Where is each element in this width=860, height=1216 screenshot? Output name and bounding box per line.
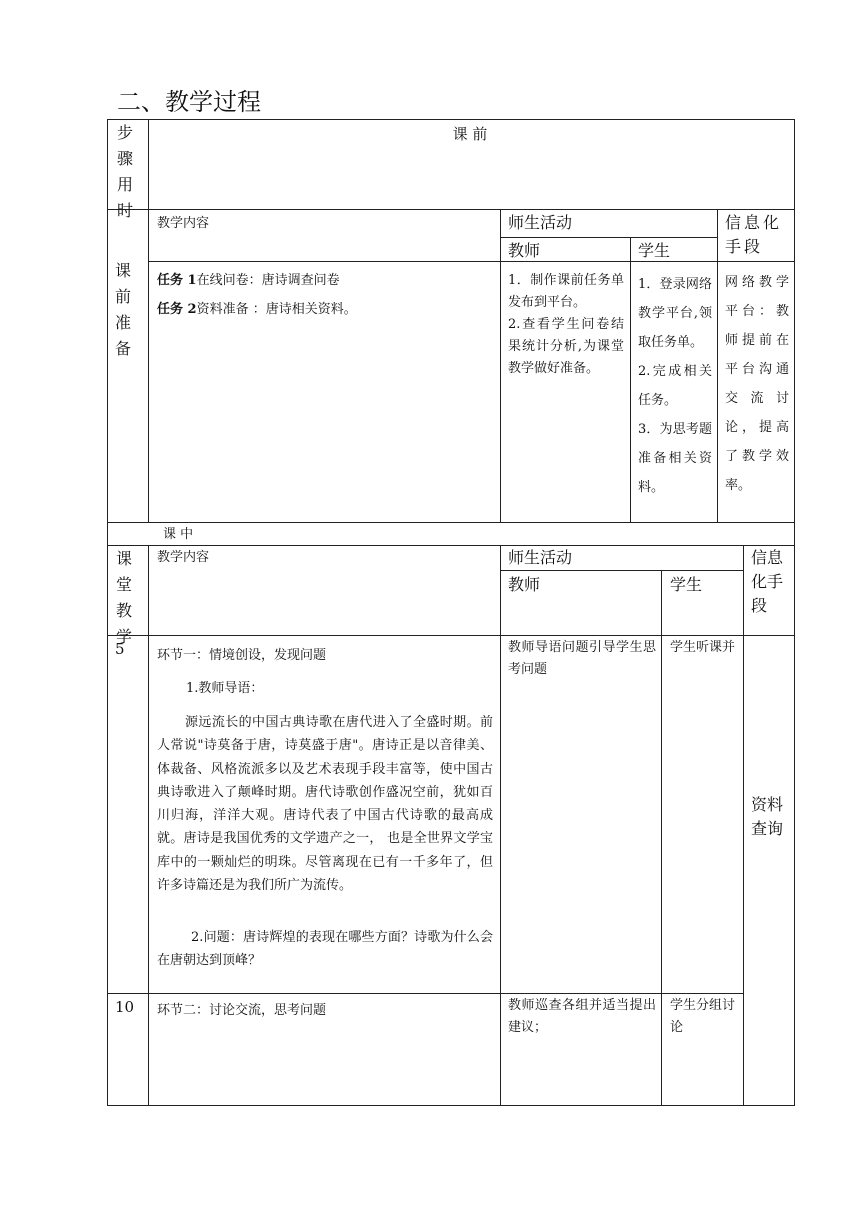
pre-student-header: 学生 — [638, 241, 671, 260]
pre-info-text: 网络教学平台：教师提前在平台沟通交流讨论，提高了教学效率。 — [725, 275, 789, 493]
section-title: 二、教学过程 — [117, 88, 261, 116]
row2-time: 10 — [115, 998, 135, 1016]
mid-activity-header: 师生活动 — [508, 548, 573, 567]
task1-text: 在线问卷：唐诗调查问卷 — [196, 273, 340, 288]
row2-title: 环节二：讨论交流，思考问题 — [157, 1003, 327, 1018]
pre-teacher-activity — [508, 270, 624, 380]
task2-text: 资料准备 ：唐诗相关资料。 — [196, 302, 357, 317]
pre-info-header: 信息化手段 — [725, 213, 783, 256]
task1 — [157, 270, 340, 292]
pre-student-item-2: 2.完成相关任务。 — [638, 364, 712, 408]
task2-label: 任务 2 — [157, 302, 197, 317]
mid-content-header: 教学内容 — [157, 550, 210, 565]
mid-teacher-header: 教师 — [508, 575, 541, 594]
row1-info: 资料查询 — [751, 795, 784, 838]
task1-label: 任务 1 — [157, 273, 197, 288]
row1-student-activity: 学生听课并 — [670, 640, 736, 655]
pre-teacher-item-1: 1．制作课前任务单发布到平台。 — [508, 273, 624, 310]
row1-paragraph: 源远流长的中国古典诗歌在唐代进入了全盛时期。前人常说"诗莫备于唐，诗莫盛于唐"。唐诗正是以音律美、体裁备、风格流派多以及艺术表现手段丰富等，使中国古典诗歌进入了颠峰时期。唐代诗歌创作盛况空前，犹如百川归海，洋洋大观。唐诗代表了中国古代诗歌的最高成就。唐诗是我国优秀的文学遗产之一， 也是全世界文学宝库中的一颗灿烂的明珠。尽管离现在已有一千多年了，但许多诗篇还是为我们所广为流传。 — [157, 715, 493, 894]
row1-title: 环节一：情境创设，发现问题 — [157, 648, 327, 663]
pre-teacher-item-2: 2.查看学生问卷结果统计分析,为课堂教学做好准备。 — [508, 317, 624, 376]
step-time-header: 步骤用时 — [117, 123, 134, 220]
row1-question: 2.问题：唐诗辉煌的表现在哪些方面？诗歌为什么会在唐朝达到顶峰？ — [157, 930, 493, 968]
row1-teacher-activity: 教师导语问题引导学生思考问题 — [508, 640, 656, 677]
pre-class-header: 课 前 — [452, 125, 488, 143]
pre-content-header: 教学内容 — [157, 216, 210, 231]
row1-subtitle: 1.教师导语： — [186, 681, 264, 696]
class-teaching-side-label: 课堂教学 — [116, 549, 133, 646]
pre-student-activity — [638, 270, 712, 502]
row2-student-activity: 学生分组讨论 — [670, 998, 736, 1035]
in-class-label: 课 中 — [163, 527, 194, 542]
row2-teacher-activity: 教师巡查各组并适当提出建议； — [508, 998, 656, 1035]
pre-student-item-3: 3．为思考题准备相关资料。 — [638, 422, 712, 495]
mid-student-header: 学生 — [670, 575, 703, 594]
mid-info-header: 信息化手段 — [751, 548, 784, 615]
pre-teacher-header: 教师 — [508, 241, 541, 260]
task2 — [157, 299, 357, 321]
row1-time: 5 — [115, 640, 125, 658]
pre-class-side-label: 课前准备 — [115, 261, 132, 358]
pre-student-item-1: 1．登录网络教学平台,领取任务单。 — [638, 277, 712, 350]
pre-activity-header: 师生活动 — [508, 213, 573, 232]
